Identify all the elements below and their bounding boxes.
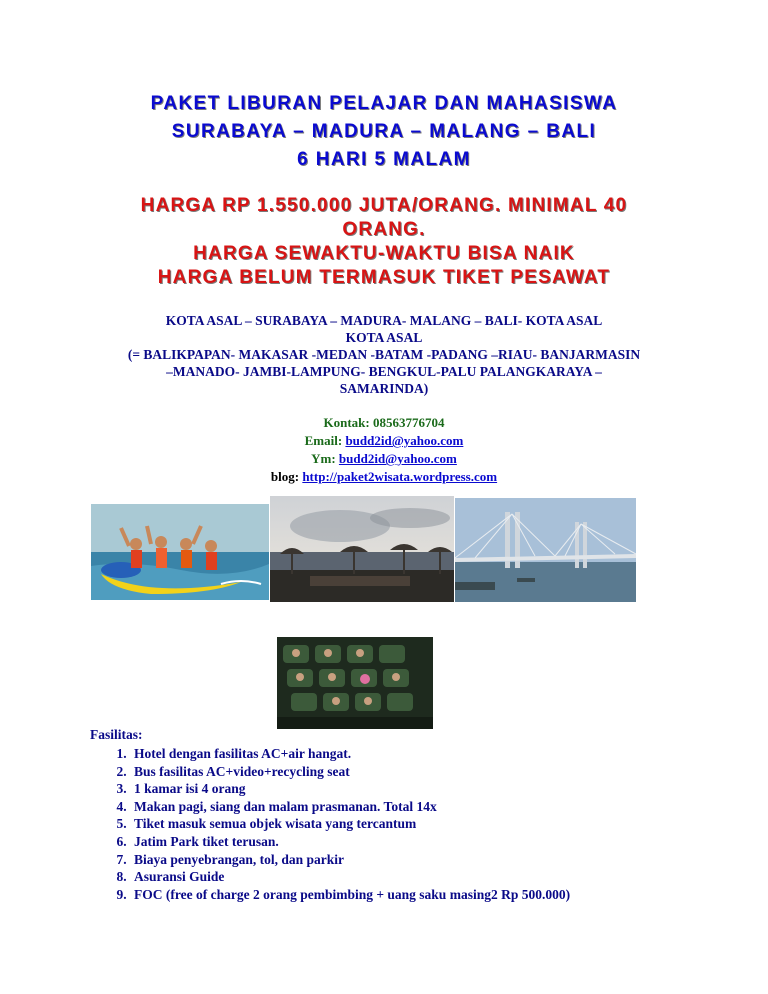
beach-sunset-photo [270, 496, 454, 602]
facility-item: 8. Asuransi Guide [130, 868, 570, 886]
facility-item: 1. Hotel dengan fasilitas AC+air hangat. [130, 745, 570, 763]
suramadu-bridge-photo [455, 498, 636, 602]
facility-item: 9. FOC (free of charge 2 orang pembimbing + uang saku masing2 Rp 500.000) [130, 886, 570, 904]
route-line-2: KOTA ASAL [345, 330, 423, 345]
banana-boat-photo [91, 504, 269, 600]
facility-item: 2. Bus fasilitas AC+video+recycling seat [130, 763, 570, 781]
facilities-title: Fasilitas: [90, 727, 143, 742]
price-line-3: HARGA SEWAKTU-WAKTU BISA NAIK [193, 243, 575, 264]
facility-item: 4. Makan pagi, siang dan malam prasmanan. Total 14x [130, 798, 570, 816]
email-link[interactable]: budd2id@yahoo.com [345, 433, 464, 448]
theme-park-ride-photo [277, 637, 433, 729]
email-label: Email: [304, 433, 346, 448]
facility-item: 5. Tiket masuk semua objek wisata yang tercantum [130, 815, 570, 833]
facilities-list [90, 745, 570, 903]
title-line-2: SURABAYA – MADURA – MALANG – BALI [171, 121, 597, 142]
blog-label: blog: [270, 469, 303, 484]
price-line-1: HARGA RP 1.550.000 JUTA/ORANG. MINIMAL 40 [140, 195, 628, 216]
route-line-1: KOTA ASAL – SURABAYA – MADURA- MALANG – BALI- KOTA ASAL [165, 313, 603, 328]
contact-email [0, 433, 768, 449]
blog-link[interactable]: http://paket2wisata.wordpress.com [302, 469, 498, 484]
facility-item: 3. 1 kamar isi 4 orang [130, 780, 570, 798]
ym-label: Ym: [311, 451, 339, 466]
title-line-1: PAKET LIBURAN PELAJAR DAN MAHASISWA [150, 93, 618, 114]
contact-ym [0, 451, 768, 467]
route-line-3: (= BALIKPAPAN- MAKASAR -MEDAN -BATAM -PADANG –RIAU- BANJARMASIN [127, 347, 641, 362]
route-line-5: SAMARINDA) [339, 381, 429, 396]
contact-blog [0, 469, 768, 485]
contact-phone: Kontak: 08563776704 [323, 415, 445, 430]
ym-link[interactable]: budd2id@yahoo.com [338, 451, 457, 466]
title-line-3: 6 HARI 5 MALAM [297, 149, 471, 170]
price-line-2: ORANG. [342, 219, 426, 240]
route-line-4: –MANADO- JAMBI-LAMPUNG- BENGKUL-PALU PALANGKARAYA – [166, 364, 602, 379]
facility-item: 7. Biaya penyebrangan, tol, dan parkir [130, 851, 570, 869]
facility-item: 6. Jatim Park tiket terusan. [130, 833, 570, 851]
price-line-4: HARGA BELUM TERMASUK TIKET PESAWAT [157, 267, 611, 288]
